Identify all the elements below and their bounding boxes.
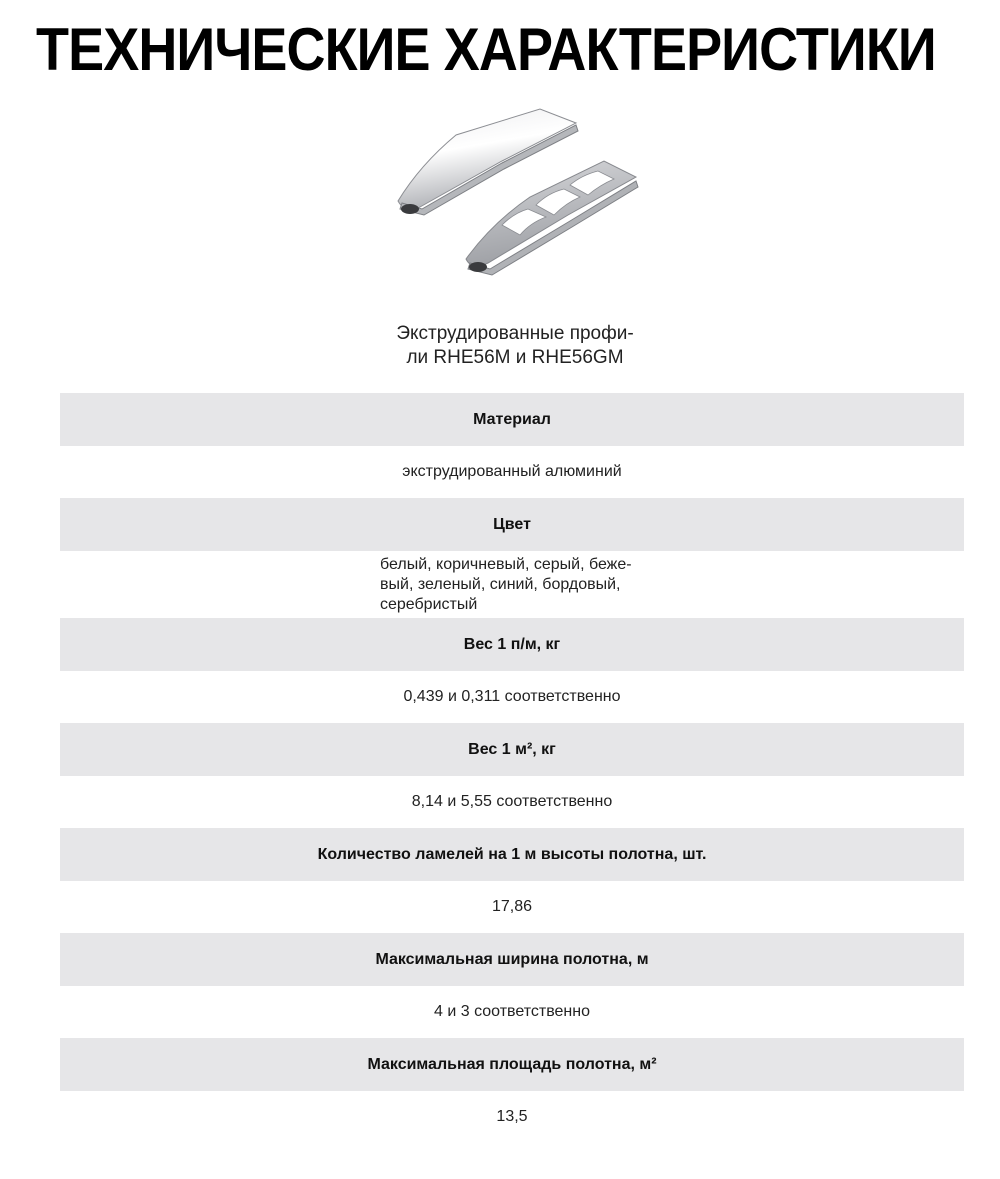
spec-value-weight-per-sqm bbox=[60, 776, 964, 828]
spec-label: Вес 1 п/м, кг bbox=[463, 635, 561, 653]
caption-line: ли RHE56M и RHE56GM bbox=[406, 347, 624, 368]
page-title: ТЕХНИЧЕСКИЕ ХАРАКТЕРИСТИКИ bbox=[36, 16, 936, 83]
spec-value-line: белый, коричневый, серый, беже- bbox=[380, 555, 632, 573]
spec-label: Количество ламелей на 1 м высоты полотна, шт. bbox=[317, 845, 707, 863]
spec-value: 8,14 и 5,55 соответственно bbox=[411, 793, 613, 810]
spec-header-material bbox=[60, 393, 964, 446]
spec-value-max-area bbox=[60, 1091, 964, 1143]
spec-header-slat-count bbox=[60, 828, 964, 881]
spec-value: 17,86 bbox=[491, 898, 533, 915]
spec-header-max-area bbox=[60, 1038, 964, 1091]
spec-value-slat-count bbox=[60, 881, 964, 933]
spec-header-weight-per-meter bbox=[60, 618, 964, 671]
caption-line: Экструдированные профи- bbox=[396, 323, 634, 344]
spec-table bbox=[60, 393, 964, 1143]
spec-header-weight-per-sqm bbox=[60, 723, 964, 776]
spec-value-max-width bbox=[60, 986, 964, 1038]
spec-value-line: вый, зеленый, синий, бордовый, bbox=[380, 575, 621, 593]
spec-value-weight-per-meter bbox=[60, 671, 964, 723]
spec-value: 0,439 и 0,311 соответственно bbox=[403, 688, 621, 705]
spec-value: 4 и 3 соответственно bbox=[434, 1003, 590, 1020]
spec-label: Цвет bbox=[493, 515, 531, 533]
spec-header-color bbox=[60, 498, 964, 551]
spec-header-max-width bbox=[60, 933, 964, 986]
product-image bbox=[380, 105, 640, 285]
spec-value: экструдированный алюминий bbox=[402, 463, 622, 480]
spec-value: 13,5 bbox=[496, 1108, 528, 1125]
product-caption bbox=[300, 322, 730, 370]
spec-value-color bbox=[60, 551, 964, 618]
spec-label: Максимальная площадь полотна, м² bbox=[367, 1055, 657, 1073]
spec-value-line: серебристый bbox=[380, 595, 478, 613]
spec-label: Максимальная ширина полотна, м bbox=[375, 950, 649, 968]
spec-label: Вес 1 м², кг bbox=[468, 740, 556, 758]
spec-label: Материал bbox=[473, 410, 551, 428]
spec-value-material bbox=[60, 446, 964, 498]
